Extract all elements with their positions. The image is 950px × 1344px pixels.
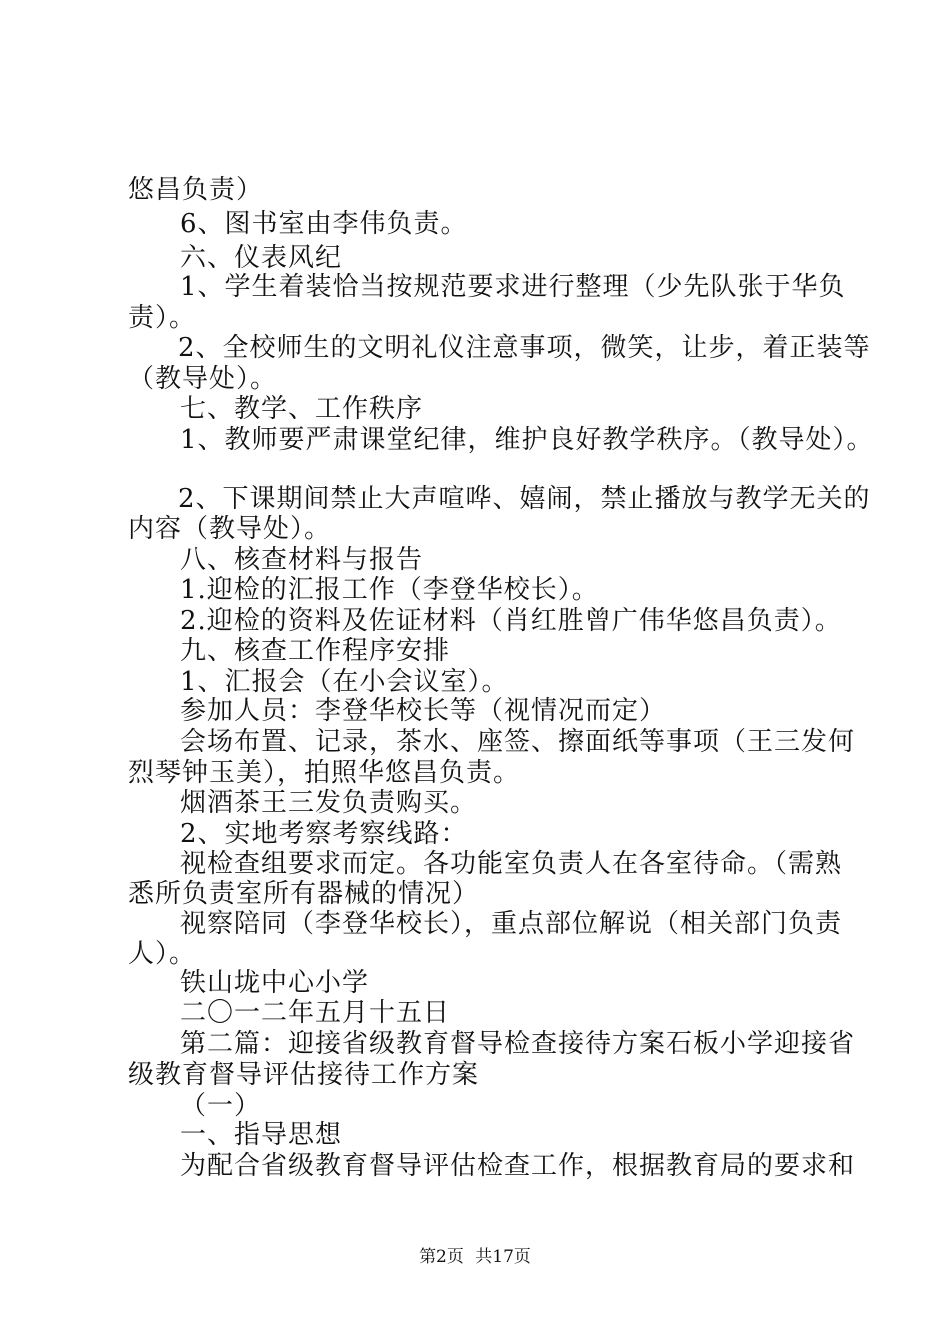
section-heading: 一、指导思想 [180,1120,343,1150]
text-line: 2、下课期间禁止大声喧哗、嬉闹，禁止播放与教学无关的 [178,484,871,514]
page-number: 第2页 [419,1247,464,1267]
page-total: 共17页 [475,1247,531,1267]
section-heading: 八、核查材料与报告 [180,545,424,575]
text-line: 为配合省级教育督导评估检查工作，根据教育局的要求和 [180,1151,856,1181]
text-line: 1、教师要严肃课堂纪律，维护良好教学秩序。（教导处）。 [180,425,874,455]
text-line: 参加人员：李登华校长等（视情况而定） [180,696,667,726]
text-line: 烟酒茶王三发负责购买。 [180,788,478,818]
text-line: 悉所负责室所有器械的情况） [128,879,480,909]
text-line: 悠昌负责） [128,175,264,205]
text-line: 烈琴钟玉美），拍照华悠昌负责。 [128,758,521,788]
section-heading: 九、核查工作程序安排 [180,636,451,666]
text-line: 2、全校师生的文明礼仪注意事项，微笑，让步，着正装等 [178,333,871,363]
text-line: 会场布置、记录，茶水、座签、擦面纸等事项（王三发何 [180,727,856,757]
text-line: 6、图书室由李伟负责。 [180,209,468,239]
text-line: 内容（教导处）。 [128,514,332,544]
text-line: 1、汇报会（在小会议室）。 [180,667,509,697]
text-line: 2.迎检的资料及佐证材料（肖红胜曾广伟华悠昌负责）。 [180,606,842,636]
page-footer [0,1246,950,1268]
text-line: 责）。 [128,303,197,333]
text-line: 2、实地考察考察线路： [180,819,468,849]
text-line: 人）。 [128,939,197,969]
text-line: 1.迎检的汇报工作（李登华校长）。 [180,575,599,605]
section-heading: 七、教学、工作秩序 [180,394,424,424]
section-number: （一） [180,1091,262,1121]
chapter-title: 级教育督导评估接待工作方案 [128,1060,480,1090]
text-line: 视检查组要求而定。各功能室负责人在各室待命。（需熟 [180,849,843,879]
signature-school: 铁山垅中心小学 [180,968,370,998]
text-line: 视察陪同（李登华校长），重点部位解说（相关部门负责 [180,909,843,939]
text-line: （教导处）。 [128,364,278,394]
text-line: 1、学生着装恰当按规范要求进行整理（少先队张于华负 [180,272,846,302]
section-heading: 六、仪表风纪 [180,243,343,273]
chapter-title: 第二篇：迎接省级教育督导检查接待方案石板小学迎接省 [180,1029,856,1059]
signature-date: 二〇一二年五月十五日 [180,998,451,1028]
